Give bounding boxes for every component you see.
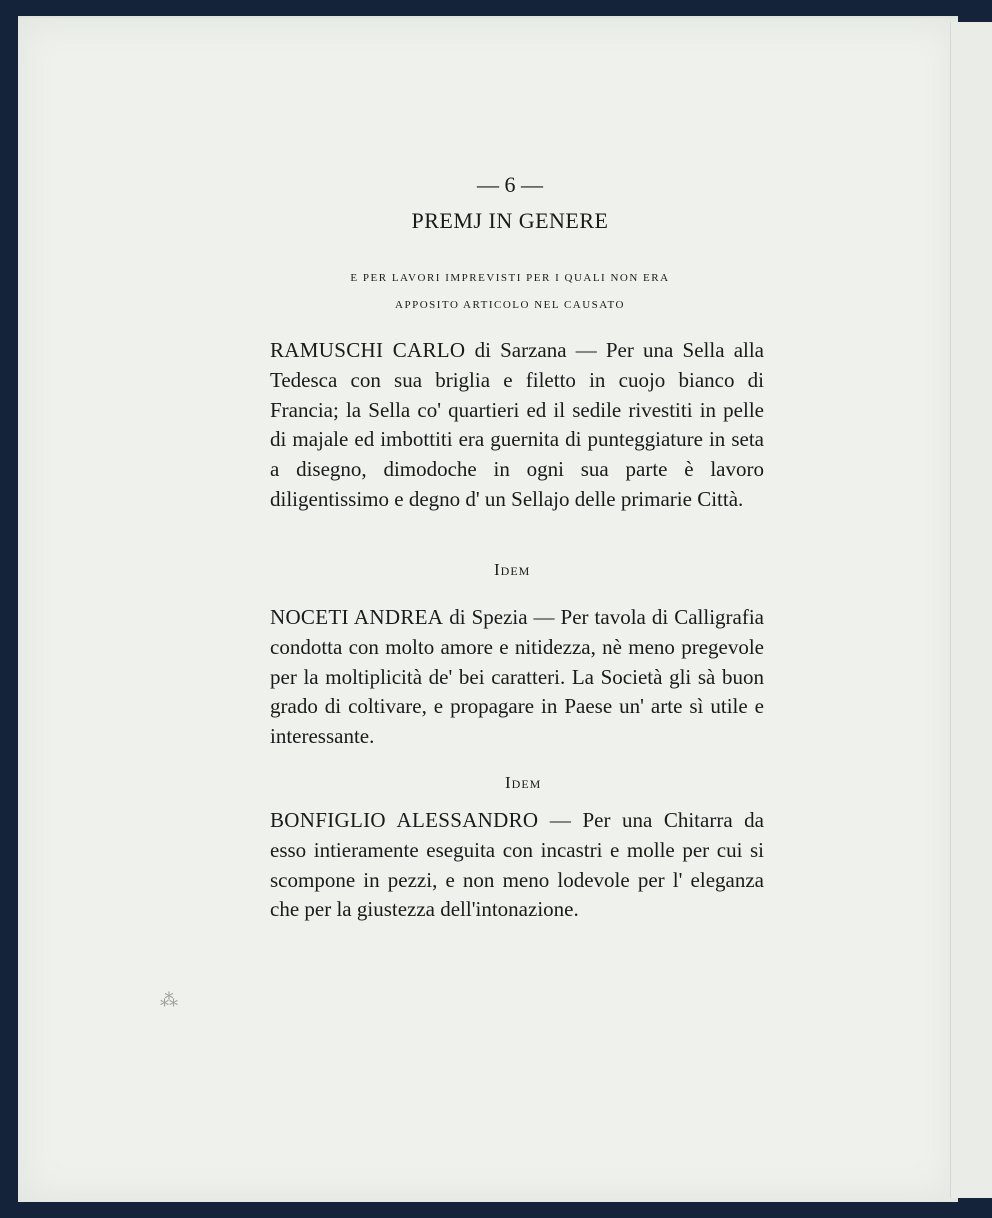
idem-heading: Idem — [494, 560, 531, 579]
page-number: — 6 — — [477, 172, 543, 197]
subtitle-line-1: E PER LAVORI IMPREVISTI PER I QUALI NON ERA — [350, 272, 670, 284]
idem-heading: Idem — [505, 773, 542, 792]
ink-smudge-decoration: ⁂ — [160, 990, 178, 1011]
entry-text: — Per una Chitarra da esso intieramente eseguita con incastri e molle per cui si scompone in pezzi, e non meno lodevole per l' eleganza che per la giustezza dell'intonazione. — [270, 808, 764, 922]
entry-text: di Sarzana — Per una Sella alla Tedesca con sua briglia e filetto in cuojo bianco di Francia; la Sella co' quartieri ed il sedile rivestiti in pelle di majale ed imbottiti era guernita di punteggiature in seta a disegno, dimodoche in ogni sua parte è lavoro diligentissimo e degno d' un Sellajo delle primarie Città. — [270, 338, 764, 511]
entry-text: di Spezia — Per tavola di Calligrafia condotta con molto amore e nitidezza, nè meno pregevole per la moltiplicità de' bei caratteri. La Società gli sà buon grado di coltivare, e propagare in Paese un' arte sì utile e interessante. — [270, 605, 764, 749]
entry-name: NOCETI ANDREA — [270, 605, 444, 629]
page-subtitle — [270, 265, 750, 319]
page-title: PREMJ IN GENERE — [411, 208, 609, 233]
entry-ramuschi — [270, 336, 764, 515]
entry-name: BONFIGLIO ALESSANDRO — [270, 808, 539, 832]
entry-name: RAMUSCHI CARLO — [270, 338, 466, 362]
entry-bonfiglio — [270, 806, 764, 925]
subtitle-line-2: APPOSITO ARTICOLO NEL CAUSATO — [395, 299, 625, 311]
entry-noceti — [270, 603, 764, 752]
